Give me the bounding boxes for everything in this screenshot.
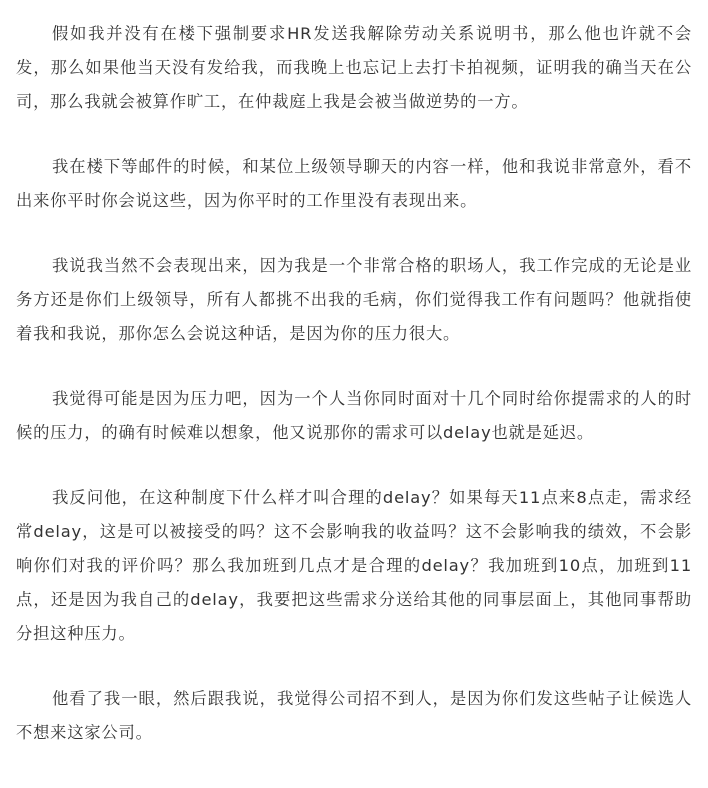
paragraph-3: 我说我当然不会表现出来，因为我是一个非常合格的职场人，我工作完成的无论是业务方还是你们上级领导，所有人都挑不出我的毛病，你们觉得我工作有问题吗？他就指使着我和我说，那你怎么会说这种话，是因为你的压力很大。 bbox=[16, 256, 692, 343]
paragraph-4: 我觉得可能是因为压力吧，因为一个人当你同时面对十几个同时给你提需求的人的时候的压力，的确有时候难以想象，他又说那你的需求可以delay也就是延迟。 bbox=[16, 389, 692, 442]
article-body bbox=[16, 17, 692, 750]
paragraph-5: 我反问他，在这种制度下什么样才叫合理的delay？如果每天11点来8点走，需求经常delay，这是可以被接受的吗？这不会影响我的收益吗？这不会影响我的绩效，不会影响你们对我的评价吗？那么我加班到几点才是合理的delay？我加班到10点，加班到11点，还是因为我自己的delay，我要把这些需求分送给其他的同事层面上，其他同事帮助分担这种压力。 bbox=[16, 488, 692, 643]
paragraph-2: 我在楼下等邮件的时候，和某位上级领导聊天的内容一样，他和我说非常意外，看不出来你平时你会说这些，因为你平时的工作里没有表现出来。 bbox=[16, 157, 692, 210]
paragraph-1: 假如我并没有在楼下强制要求HR发送我解除劳动关系说明书，那么他也许就不会发，那么如果他当天没有发给我，而我晚上也忘记上去打卡拍视频，证明我的确当天在公司，那么我就会被算作旷工，在仲裁庭上我是会被当做逆势的一方。 bbox=[16, 24, 692, 111]
paragraph-6: 他看了我一眼，然后跟我说，我觉得公司招不到人，是因为你们发这些帖子让候选人不想来这家公司。 bbox=[16, 689, 692, 742]
